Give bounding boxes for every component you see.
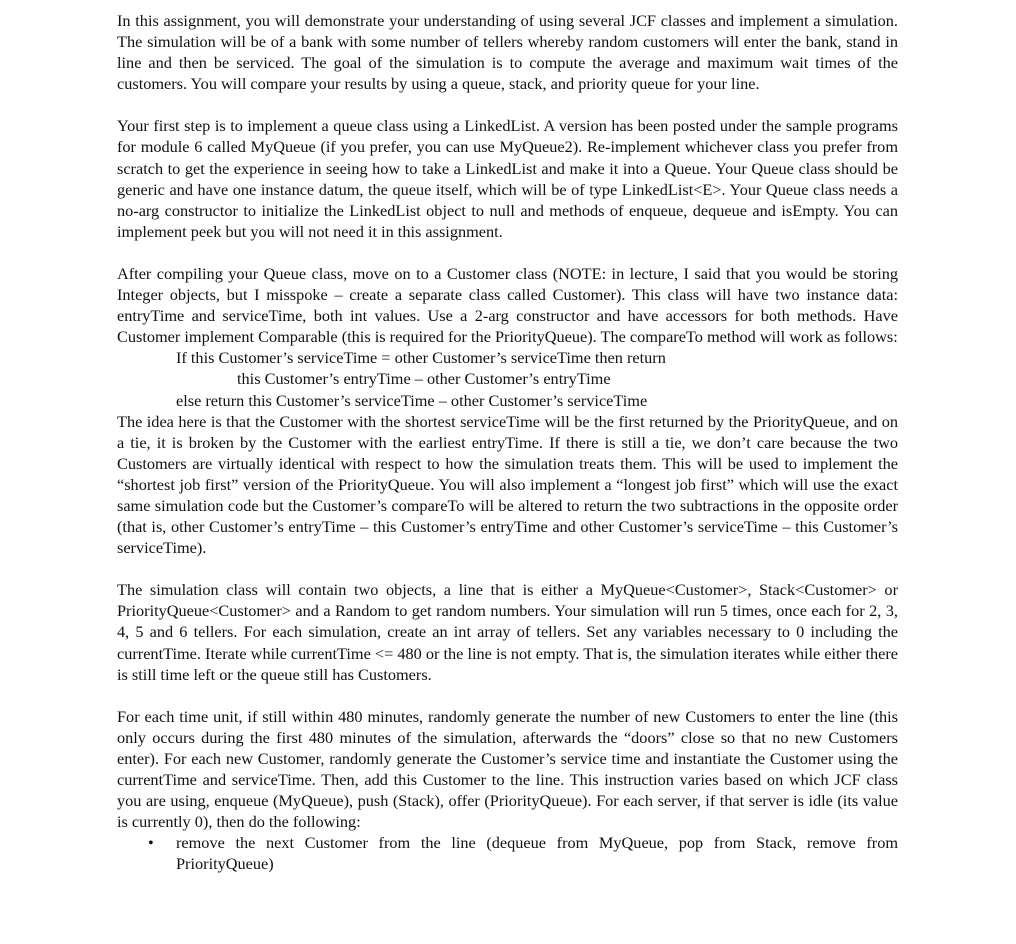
time-unit-paragraph: For each time unit, if still within 480 minutes, randomly generate the number of new Customers to enter the line (this only occurs during the first 480 minutes of the simulation, afterwards the “doors” close so that no new Customers enter). For each new Customer, randomly generate the Customer’s service time and instantiate the Customer using the currentTime and serviceTime. Then, add this Customer to the line. This instruction varies based on which JCF class you are using, enqueue (MyQueue), push (Stack), offer (PriorityQueue). For each server, if that server is idle (its value is currently 0), then do the following: (117, 706, 898, 832)
time-unit-section (117, 706, 898, 875)
customer-class-section (117, 263, 898, 558)
list-item (117, 832, 898, 874)
queue-class-paragraph: Your first step is to implement a queue class using a LinkedList. A version has been posted under the sample programs for module 6 called MyQueue (if you prefer, you can use MyQueue2). Re-implement whichever class you prefer from scratch to get the experience in seeing how to take a LinkedList and make it into a Queue. Your Queue class should be generic and have one instance datum, the queue itself, which will be of type LinkedList<E>. Your Queue class needs a no-arg constructor to initialize the LinkedList object to null and methods of enqueue, dequeue and isEmpty. You can implement peek but you will not need it in this assignment. (117, 116, 898, 241)
compare-rule-line: this Customer’s entryTime – other Customer’s entryTime (237, 369, 611, 389)
simulation-class-paragraph: The simulation class will contain two objects, a line that is either a MyQueue<Customer>, Stack<Customer> or PriorityQueue<Customer> and a Random to get random numbers. Your simulation will run 5 times, once each for 2, 3, 4, 5 and 6 tellers. For each simulation, create an int array of tellers. Set any variables necessary to 0 including the currentTime. Iterate while currentTime <= 480 or the line is not empty. That is, the simulation iterates while either there is still time left or the queue still has Customers. (117, 580, 898, 684)
compare-rule-line: If this Customer’s serviceTime = other Customer’s serviceTime then return (176, 348, 666, 368)
compare-rule-line: else return this Customer’s serviceTime – other Customer’s serviceTime (176, 390, 648, 410)
assignment-document (117, 10, 898, 874)
intro-paragraph: In this assignment, you will demonstrate your understanding of using several JCF classes and implement a simulation. The simulation will be of a bank with some number of tellers whereby random customers will enter the bank, stand in line and then be serviced. The goal of the simulation is to compute the average and maximum wait times of the customers. You will compare your results by using a queue, stack, and priority queue for your line. (117, 11, 898, 94)
bullet-icon: • (148, 833, 154, 853)
bullet-list (117, 832, 898, 874)
customer-class-paragraph: After compiling your Queue class, move on to a Customer class (NOTE: in lecture, I said that you would be storing Integer objects, but I misspoke – create a separate class called Customer). This class will have two instance data: entryTime and serviceTime, both int values. Use a 2-arg constructor and have accessors for both methods. Have Customer implement Comparable (this is required for the PriorityQueue). The compareTo method will work as follows: (117, 263, 898, 347)
priority-explanation-paragraph: The idea here is that the Customer with the shortest serviceTime will be the first returned by the PriorityQueue, and on a tie, it is broken by the Customer with the earliest entryTime. If there is still a tie, we don’t care because the two Customers are virtually identical with respect to how the simulation treats them. This will be used to implement the “shortest job first” version of the PriorityQueue. You will also implement a “longest job first” which will use the exact same simulation code but the Customer’s compareTo will be altered to return the two subtractions in the opposite order (that is, other Customer’s entryTime – this Customer’s entryTime and other Customer’s serviceTime – this Customer’s serviceTime). (117, 411, 898, 558)
list-item-text: remove the next Customer from the line (dequeue from MyQueue, pop from Stack, remove from PriorityQueue) (176, 833, 898, 874)
